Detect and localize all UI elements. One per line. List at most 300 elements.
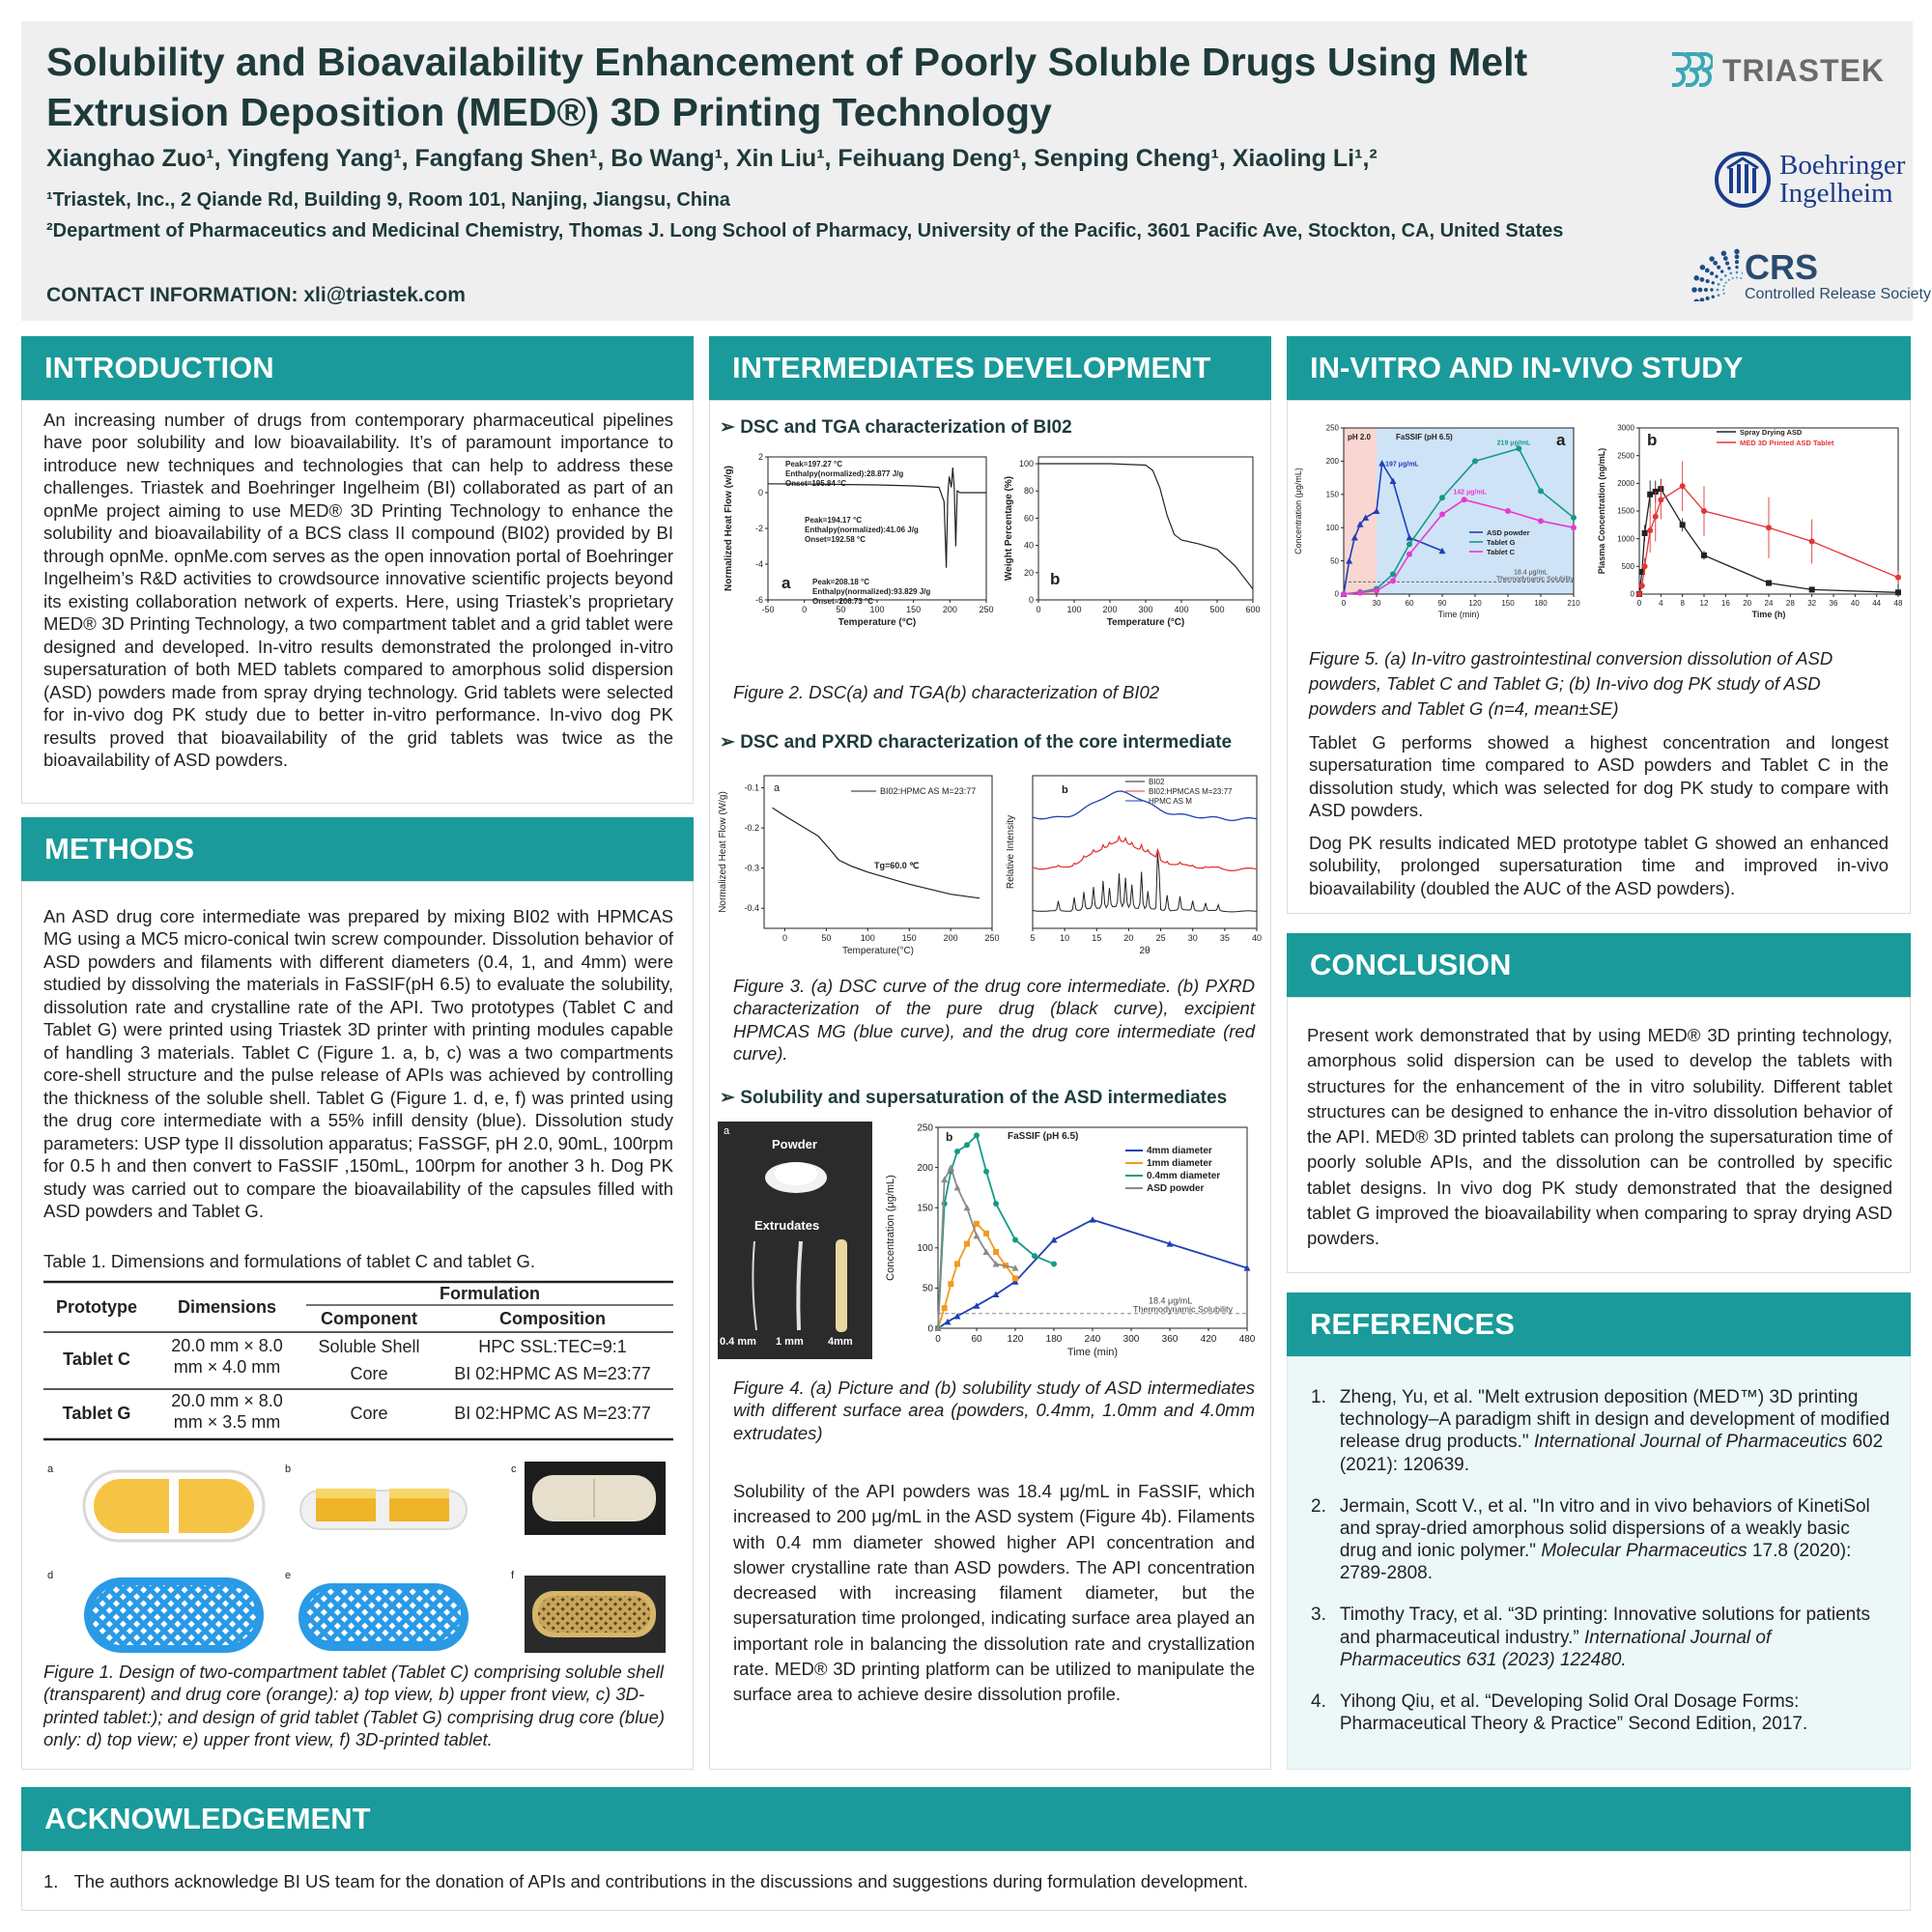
sub-heading-dsc-tga-text: DSC and TGA characterization of BI02: [740, 417, 1072, 438]
x-tick-label: 300: [1138, 605, 1153, 614]
series-marker: [1653, 514, 1659, 520]
crs-dot: [1732, 277, 1734, 279]
table-1-caption: Table 1. Dimensions and formulations of tablet C and tablet G.: [43, 1251, 536, 1271]
figure-3b-pxrd-chart: [1004, 768, 1264, 961]
series-marker: [974, 1233, 980, 1239]
x-tick-label: 36: [1829, 599, 1838, 608]
x-tick-label: 35: [1219, 933, 1230, 943]
fig4a-extrudates-label: Extrudates: [754, 1218, 820, 1233]
reference-text: [1340, 1690, 1890, 1735]
x-tick-label: 5: [1030, 933, 1036, 943]
y-tick-label: -0.1: [744, 782, 759, 793]
series-marker: [983, 1169, 989, 1175]
y-tick-label: 150: [917, 1203, 933, 1214]
y-tick-label: 1000: [1617, 534, 1634, 544]
x-tick-label: 200: [943, 933, 958, 943]
title-line-2: Extrusion Deposition (MED®) 3D Printing Technology: [46, 90, 1052, 135]
series-marker: [1680, 522, 1686, 527]
crs-dot: [1700, 265, 1706, 270]
methods-panel: [21, 881, 694, 1770]
figure-2b-tga-chart: [1000, 449, 1261, 642]
series-marker: [942, 1305, 948, 1311]
x-tick-label: 50: [836, 605, 846, 614]
x-tick-label: 20: [1123, 933, 1134, 943]
y-axis-label: Normalized Heat Flow (w/g): [724, 465, 734, 592]
tablet-g-top-view: [82, 1576, 266, 1655]
legend-label: MED 3D Printed ASD Tablet: [1740, 439, 1834, 447]
series-marker: [964, 1241, 970, 1247]
contact-info: CONTACT INFORMATION: xli@triastek.com: [46, 284, 466, 306]
x-tick-label: 100: [869, 605, 885, 614]
conclusion-panel: [1287, 997, 1911, 1273]
crs-dot: [1735, 266, 1738, 269]
series-marker: [1012, 1236, 1018, 1242]
reference-item: [1311, 1386, 1890, 1476]
reference-tail: 17.8 (2020): 2789-2808.: [1339, 1541, 1852, 1584]
series-marker: [1571, 515, 1577, 521]
x-tick-label: 25: [1155, 933, 1166, 943]
acknowledgement-heading: ACKNOWLEDGEMENT: [21, 1787, 1911, 1851]
series-marker: [1472, 458, 1478, 464]
y-tick-label: 40: [1023, 540, 1034, 551]
crs-dot: [1734, 249, 1740, 255]
crs-full-name: Controlled Release Society: [1745, 286, 1931, 302]
reference-item: [1311, 1495, 1890, 1585]
fig4a-1mm-label: 1 mm: [776, 1336, 804, 1348]
chart-title: FaSSIF (pH 6.5): [1008, 1131, 1079, 1142]
series-marker: [974, 1221, 980, 1227]
row-c-composition-2: BI 02:HPMC AS M=23:77: [454, 1364, 651, 1383]
x-tick-label: 250: [984, 933, 1000, 943]
crs-dots-icon: [1689, 243, 1743, 301]
series-marker: [1439, 511, 1445, 517]
x-tick-label: 60: [971, 1334, 982, 1345]
y-axis-label: Weight Percentage (%): [1004, 475, 1014, 582]
panel-label: a: [774, 782, 781, 794]
series-marker: [1647, 492, 1653, 497]
y-tick-label: -0.3: [744, 863, 759, 873]
fig4a-label: a: [724, 1125, 730, 1137]
crs-dot: [1718, 294, 1720, 297]
reference-text: [1340, 1386, 1890, 1476]
legend-label: 4mm diameter: [1147, 1146, 1212, 1156]
pxrd-curve-intermediate: [1033, 837, 1257, 870]
crs-dot: [1728, 279, 1730, 281]
row-g-dimensions: 20.0 mm × 8.0 mm × 3.5 mm: [171, 1391, 283, 1432]
y-tick-label: 0: [1028, 595, 1034, 605]
series-marker: [1658, 497, 1663, 503]
x-tick-label: 400: [1174, 605, 1189, 614]
reference-item: [1311, 1604, 1890, 1671]
x-axis-label: Temperature(°C): [841, 946, 915, 956]
acknowledgement-number: 1.: [43, 1871, 59, 1891]
x-axis-label: Time (min): [1066, 1347, 1119, 1358]
arrow-bullet-icon: ➢: [720, 417, 741, 438]
authors: Xianghao Zuo¹, Yingfeng Yang¹, Fangfang Shen¹, Bo Wang¹, Xin Liu¹, Feihuang Deng¹, Senping Cheng¹, Xiaoling Li¹,²: [46, 145, 1378, 172]
series-marker: [1357, 590, 1363, 596]
series-line: [938, 1135, 1054, 1328]
reference-line-sublabel: Thermodynamic Solubility: [1496, 576, 1575, 583]
y-tick-label: -0.4: [744, 903, 759, 914]
dsc-curve: [773, 808, 980, 898]
invitro-panel: [1287, 400, 1911, 914]
reference-number: 2.: [1311, 1495, 1326, 1517]
x-tick-label: 250: [979, 605, 994, 614]
crs-dot: [1706, 279, 1710, 283]
x-tick-label: 210: [1567, 599, 1580, 608]
series-marker: [1680, 483, 1686, 489]
y-tick-label: -4: [754, 559, 763, 569]
sub-heading-solubility-text: Solubility and supersaturation of the ASD intermediates: [740, 1088, 1228, 1108]
fig4a-powder-label: Powder: [772, 1137, 817, 1151]
crs-dot: [1710, 288, 1713, 291]
x-tick-label: 180: [1534, 599, 1548, 608]
x-tick-label: 32: [1807, 599, 1817, 608]
crs-dot: [1725, 282, 1727, 284]
y-tick-label: 0: [927, 1323, 933, 1335]
acknowledgement-panel: [21, 1851, 1911, 1911]
y-axis-label: Plasma Concentration (ng/mL): [1597, 447, 1606, 575]
x-tick-label: 50: [821, 933, 832, 943]
y-tick-label: 20: [1023, 567, 1034, 578]
y-tick-label: 1500: [1617, 506, 1634, 516]
reference-line-label: 18.4 μg/mL: [1514, 569, 1548, 577]
series-marker: [1701, 553, 1707, 558]
x-tick-label: 240: [1084, 1334, 1101, 1345]
reference-body: Yihong Qiu, et al. “Developing Solid Oral Dosage Forms: Pharmaceutical Theory & Practice” Second Edition, 2017.: [1339, 1690, 1808, 1735]
row-g-composition: BI 02:HPMC AS M=23:77: [454, 1404, 651, 1423]
crs-dot: [1700, 277, 1705, 282]
panel-label: b: [1062, 784, 1068, 796]
fig1-label-b: b: [285, 1463, 292, 1475]
plot-frame: [764, 776, 992, 928]
series-marker: [1766, 581, 1772, 586]
bi-name-line-1: Boehringer: [1779, 150, 1906, 181]
panel-label: a: [1556, 431, 1566, 449]
region-label: FaSSIF (pH 6.5): [1396, 433, 1453, 441]
series-marker: [948, 1281, 953, 1287]
x-tick-label: 200: [942, 605, 957, 614]
x-tick-label: 30: [1372, 599, 1381, 608]
series-marker: [1374, 588, 1379, 594]
tablet-g-front-view: [297, 1577, 470, 1655]
y-tick-label: 200: [917, 1162, 933, 1174]
y-axis-label: Concentration (μg/mL): [1293, 468, 1303, 554]
crs-dot: [1693, 275, 1699, 281]
x-tick-label: 500: [1209, 605, 1225, 614]
series-line: [938, 1224, 1015, 1328]
invitro-text-1: Tablet G performs showed a highest concentration and longest supersaturation time compared to ASD powders and Tablet C in the dissolution study, which was selected for dog PK study to compare with ASD powders.: [1309, 732, 1889, 821]
x-tick-label: 0: [1636, 599, 1642, 608]
series-marker: [974, 1302, 980, 1309]
poster-header: [21, 21, 1931, 321]
figure-3a-dsc-chart: [714, 768, 1004, 961]
crs-dot: [1735, 254, 1740, 259]
y-axis-label: Normalized Heat Flow (W/g): [718, 791, 728, 913]
th-prototype: Prototype: [55, 1297, 137, 1317]
dsc-peak-annotation: Enthalpy(normalized):93.829 J/g: [812, 587, 931, 596]
figure-4b-solubility-chart: [880, 1122, 1266, 1373]
fig1-label-d: d: [47, 1570, 54, 1581]
crs-acronym: CRS: [1745, 247, 1819, 287]
crs-dot: [1735, 260, 1739, 264]
y-tick-label: 100: [917, 1243, 933, 1255]
triastek-mark-icon: [1668, 48, 1713, 93]
tga-curve: [1038, 464, 1253, 589]
arrow-bullet-icon: ➢: [720, 1088, 741, 1108]
row-c-component-2: Core: [350, 1364, 388, 1383]
series-marker: [1809, 539, 1815, 545]
y-tick-label: 60: [1023, 513, 1034, 524]
x-tick-label: 600: [1245, 605, 1261, 614]
peak-annotation: 142 μg/mL: [1453, 489, 1487, 497]
y-tick-label: 2000: [1617, 479, 1634, 488]
x-tick-label: 420: [1200, 1334, 1217, 1345]
legend-label: ASD powder: [1147, 1183, 1205, 1194]
poster-title: [46, 37, 1650, 138]
fig1-label-f: f: [511, 1570, 515, 1581]
series-marker: [1766, 525, 1772, 530]
methods-heading: METHODS: [21, 817, 694, 881]
legend-label: Spray Drying ASD: [1740, 428, 1803, 437]
series-marker: [954, 1149, 960, 1154]
reference-number: 4.: [1311, 1690, 1326, 1712]
crs-dot: [1724, 274, 1727, 277]
figure-5-caption: Figure 5. (a) In-vitro gastrointestinal conversion dissolution of ASD powders, Tablet C and Tablet G; (b) In-vivo dog PK study of ASD powders and Tablet G (n=4, mean±SE): [1309, 648, 1833, 719]
sub-heading-dsc-pxrd-text: DSC and PXRD characterization of the core intermediate: [740, 732, 1233, 753]
x-tick-label: 44: [1872, 599, 1882, 608]
x-axis-label: Time (h): [1751, 610, 1786, 619]
boehringer-ingelheim-logo: [1714, 151, 1905, 209]
reference-text: [1340, 1495, 1890, 1585]
reference-item: [1311, 1690, 1890, 1735]
series-marker: [1032, 1253, 1037, 1259]
th-composition: Composition: [499, 1309, 606, 1328]
tablet-g-photo: [525, 1576, 666, 1653]
series-marker: [1701, 508, 1707, 514]
peak-annotation: 197 μg/mL: [1385, 461, 1419, 469]
y-tick-label: 50: [922, 1283, 933, 1294]
y-tick-label: 100: [1018, 459, 1034, 469]
x-tick-label: 12: [1699, 599, 1709, 608]
series-marker: [1809, 586, 1815, 592]
x-tick-label: 24: [1764, 599, 1774, 608]
region-label: pH 2.0: [1348, 433, 1372, 441]
title-line-1: Solubility and Bioavailability Enhancement of Poorly Soluble Drugs Using Melt: [46, 40, 1528, 84]
intermediates-heading: INTERMEDIATES DEVELOPMENT: [709, 336, 1271, 400]
row-c-dimensions: 20.0 mm × 8.0 mm × 4.0 mm: [171, 1336, 283, 1377]
acknowledgement-item: [43, 1871, 1248, 1892]
figure-1: [43, 1462, 673, 1674]
pxrd-curve-bi02: [1033, 853, 1257, 912]
dsc-peak-annotation: Enthalpy(normalized):28.877 J/g: [785, 469, 904, 478]
crs-dot: [1706, 297, 1710, 300]
y-tick-label: 2: [757, 452, 763, 462]
crs-dot: [1717, 266, 1720, 270]
x-axis-label: Time (min): [1437, 610, 1480, 619]
dsc-peak-annotation: Peak=194.17 °C: [805, 516, 863, 525]
crs-dot: [1742, 272, 1743, 275]
figure-2-caption: Figure 2. DSC(a) and TGA(b) characterization of BI02: [733, 682, 1160, 702]
x-axis-label: 2θ: [1139, 946, 1151, 956]
crs-dot: [1722, 289, 1724, 291]
series-marker: [1406, 552, 1412, 557]
series-marker: [1012, 1275, 1018, 1281]
series-marker: [1895, 575, 1901, 581]
intermediates-panel: [709, 400, 1271, 1770]
crs-dot: [1723, 256, 1728, 261]
y-tick-label: 200: [1325, 457, 1339, 467]
legend-label: BI02:HPMC AS M=23:77: [880, 786, 977, 796]
y-tick-label: 0: [757, 488, 763, 497]
dsc-peak-annotation: Peak=208.18 °C: [812, 578, 870, 586]
crs-dot: [1721, 251, 1727, 257]
reference-journal: Molecular Pharmaceutics: [1541, 1541, 1747, 1562]
row-g-component: Core: [350, 1404, 388, 1423]
sub-heading-solubility: [720, 1087, 1227, 1109]
crs-dot: [1717, 289, 1719, 292]
x-tick-label: 4: [1659, 599, 1663, 608]
panel-label: b: [1647, 431, 1658, 449]
series-marker: [983, 1231, 989, 1236]
reference-text: [1340, 1604, 1890, 1671]
figure-3-caption: Figure 3. (a) DSC curve of the drug core intermediate. (b) PXRD characterization of the pure drug (black curve), excipient HPMCAS MG (blue curve), and the drug core intermediate (red curve).: [733, 976, 1255, 1065]
intermediates-text: Solubility of the API powders was 18.4 μg/mL in FaSSIF, which increased to 200 μg/mL in the ASD system (Figure 4b). Filaments with 0.4 mm diameter showed higher API concentration and slower crystalline rate than ASD powders. The API concentration decreased with increasing filament diameter, but the supersaturation time prolonged, indicating surface area played an important role in balancing the dissolution rate and crystallization rate. MED® 3D printing platform can be utilized to manipulate the surface area to achieve desire dissolution profile.: [733, 1481, 1255, 1705]
legend-label: HPMC AS M: [1149, 797, 1192, 806]
y-tick-label: 3000: [1617, 423, 1634, 433]
reference-tail: 602 (2021): 120639.: [1339, 1432, 1884, 1475]
legend-label: 1mm diameter: [1147, 1158, 1212, 1169]
figure-4-caption: Figure 4. (a) Picture and (b) solubility study of ASD intermediates with different surface area (powders, 0.4mm, 1.0mm and 4.0mm extrudates): [733, 1378, 1255, 1443]
invitro-text-2: Dog PK results indicated MED prototype tablet G showed an enhanced solubility, prolonged supersaturation time and improved in-vivo bioavailability (doubled the AUC of the ASD powders).: [1309, 833, 1889, 898]
y-tick-label: 80: [1023, 486, 1034, 497]
x-tick-label: 480: [1238, 1334, 1256, 1345]
th-component: Component: [321, 1309, 417, 1328]
legend-label: Tablet C: [1487, 548, 1516, 556]
x-tick-label: 150: [1501, 599, 1515, 608]
series-marker: [1462, 497, 1467, 502]
plot-frame: [1038, 457, 1253, 600]
series-marker: [1051, 1261, 1057, 1266]
crs-dot: [1725, 262, 1729, 266]
x-tick-label: 90: [1437, 599, 1447, 608]
reference-body: Jermain, Scott V., et al. "In vitro and in vivo behaviors of KinetiSol and spray-dried amorphous solid dispersions of a weakly basic drug and ionic polymer.": [1339, 1495, 1870, 1562]
y-tick-label: -6: [754, 595, 763, 605]
tg-annotation: Tg=60.0 ℃: [874, 861, 920, 870]
series-marker: [1647, 527, 1653, 533]
crs-dot: [1712, 296, 1715, 298]
x-tick-label: 10: [1060, 933, 1070, 943]
dsc-peak-annotation: Onset=195.84 °C: [785, 479, 847, 488]
y-tick-label: 250: [1325, 423, 1339, 433]
crs-dot: [1700, 298, 1705, 301]
series-marker: [1895, 589, 1901, 595]
x-tick-label: 40: [1251, 933, 1263, 943]
crs-dot: [1691, 287, 1697, 293]
series-marker: [1571, 525, 1577, 530]
powder-pile-icon: [762, 1154, 830, 1195]
y-tick-label: 2500: [1617, 451, 1634, 461]
dsc-peak-annotation: Enthalpy(normalized):41.06 J/g: [805, 526, 919, 534]
fig1-label-a: a: [47, 1463, 54, 1475]
crs-dot: [1727, 267, 1730, 270]
methods-text: An ASD drug core intermediate was prepared by mixing BI02 with HPMCAS MG using a MC5 micro-conical twin screw compounder. Dissolution behavior of ASD powders and filaments with different diameters (0.4, 1, and 4mm) were studied by dissolving the materials in FaSSIF(pH 6.5) to evaluate the solubility, dissolution rate and crystalline rate of the API. Two prototypes (Tablet C and Tablet G) were printed using Triastek 3D printer with printing modules capable of handling 3 materials. Tablet C (Figure 1. a, b, c) was a two compartments core-shell structure and the pulse release of APIs was achieved by controlling the thickness of the soluble shell. Tablet G (Figure 1. d, e, f) was printed using the drug core intermediate with a 55% infill density (blue). Dissolution study parameters: USP type II dissolution apparatus; FaSSGF, pH 2.0, 90mL, 100rpm for 0.5 h and then convert to FaSSIF ,150mL, 100rpm for another 3 h. Dog PK study was carried out to compare the bioavailability of the capsules filled with ASD powders and Tablet G.: [43, 906, 673, 1222]
row-c-composition-1: HPC SSL:TEC=9:1: [478, 1337, 627, 1356]
reference-number: 1.: [1311, 1387, 1326, 1407]
crs-dot: [1713, 261, 1718, 266]
series-marker: [1538, 488, 1544, 494]
series-marker: [964, 1205, 971, 1211]
triastek-wordmark: TRIASTEK: [1722, 52, 1885, 88]
x-tick-label: 120: [1468, 599, 1482, 608]
reference-line-sublabel: Thermodynamic Solubility: [1133, 1304, 1234, 1315]
figure-1-caption: Figure 1. Design of two-compartment tablet (Tablet C) comprising soluble shell (transparent) and drug core (orange): a) top view, b) upper front view, c) 3D-printed tablet:); and design of grid tablet (Tablet G) comprising drug core (blue) only: d) top view; e) upper front view, f) 3D-printed tablet.: [43, 1662, 666, 1750]
x-tick-label: 200: [1102, 605, 1118, 614]
conclusion-heading: CONCLUSION: [1287, 933, 1911, 997]
x-tick-label: 100: [1066, 605, 1082, 614]
references-panel: [1287, 1356, 1911, 1770]
x-tick-label: 150: [906, 605, 922, 614]
reference-body: Zheng, Yu, et al. "Melt extrusion deposition (MED™) 3D printing technology–A paradigm shift in design and development of modified release drug products.": [1339, 1387, 1890, 1453]
crs-dot: [1704, 288, 1708, 292]
ph2-region: [1344, 428, 1377, 594]
fig4a-4mm-label: 4mm: [828, 1336, 853, 1348]
series-marker: [1642, 563, 1648, 569]
bi-emblem-icon: [1714, 151, 1772, 209]
tablet-c-front-view: [297, 1475, 470, 1539]
dsc-peak-annotation: Onset=192.58 °C: [805, 535, 867, 544]
y-axis-label: Relative Intensity: [1006, 814, 1016, 890]
x-tick-label: 360: [1161, 1334, 1179, 1345]
y-tick-label: -2: [754, 524, 763, 533]
panel-label: a: [781, 574, 791, 592]
x-tick-label: 30: [1187, 933, 1198, 943]
conclusion-text: Present work demonstrated that by using MED® 3D printing technology, amorphous solid dispersion can be used to develop the tablets with structures for the enhancement of the in vitro solubility. Different tablet structures can be designed to enhance the in-vitro dissolution behavior of the API. MED® 3D printed tablets can prolong the supersaturation time of poorly soluble APIs, and the dissolution can be controlled by specific tablet designs. In vivo dog PK study demonstrated that the designed tablet G improved the bioavailability when comparing to spray drying ASD powders.: [1307, 1025, 1892, 1249]
reference-body: Timothy Tracy, et al. “3D printing: Innovative solutions for patients and pharmaceutical industry.”: [1339, 1605, 1870, 1648]
x-tick-label: 60: [1405, 599, 1414, 608]
fig1-label-e: e: [285, 1570, 292, 1581]
legend-label: BI02: [1149, 778, 1165, 786]
extrudate-filaments-icon: [737, 1237, 863, 1334]
panel-label: b: [946, 1130, 953, 1144]
x-tick-label: 8: [1680, 599, 1685, 608]
x-tick-label: 180: [1045, 1334, 1063, 1345]
tablet-c-top-view: [82, 1469, 266, 1543]
panel-label: b: [1050, 570, 1061, 588]
row-c-component-1: Soluble Shell: [318, 1337, 420, 1356]
references-heading: REFERENCES: [1287, 1293, 1911, 1356]
crs-dot: [1712, 281, 1715, 284]
x-tick-label: 48: [1893, 599, 1903, 608]
series-marker: [1642, 530, 1648, 536]
series-marker: [1390, 578, 1396, 583]
row-g-prototype: Tablet G: [62, 1404, 131, 1423]
figure-5b-pk-chart: [1595, 422, 1906, 644]
x-tick-label: 40: [1850, 599, 1860, 608]
peak-annotation: 219 μg/mL: [1496, 440, 1531, 447]
y-tick-label: 0: [1334, 589, 1339, 599]
row-c-prototype: Tablet C: [63, 1350, 130, 1369]
x-tick-label: 15: [1092, 933, 1102, 943]
introduction-panel: [21, 400, 694, 804]
series-marker: [1090, 1216, 1096, 1223]
series-marker: [1538, 518, 1544, 524]
y-axis-label: Concentration (μg/mL): [885, 1175, 896, 1281]
legend-label: BI02:HPMCAS M=23:77: [1149, 787, 1233, 796]
series-marker: [1505, 508, 1511, 514]
bi-name-line-2: Ingelheim: [1779, 178, 1893, 209]
th-dimensions: Dimensions: [177, 1297, 277, 1317]
